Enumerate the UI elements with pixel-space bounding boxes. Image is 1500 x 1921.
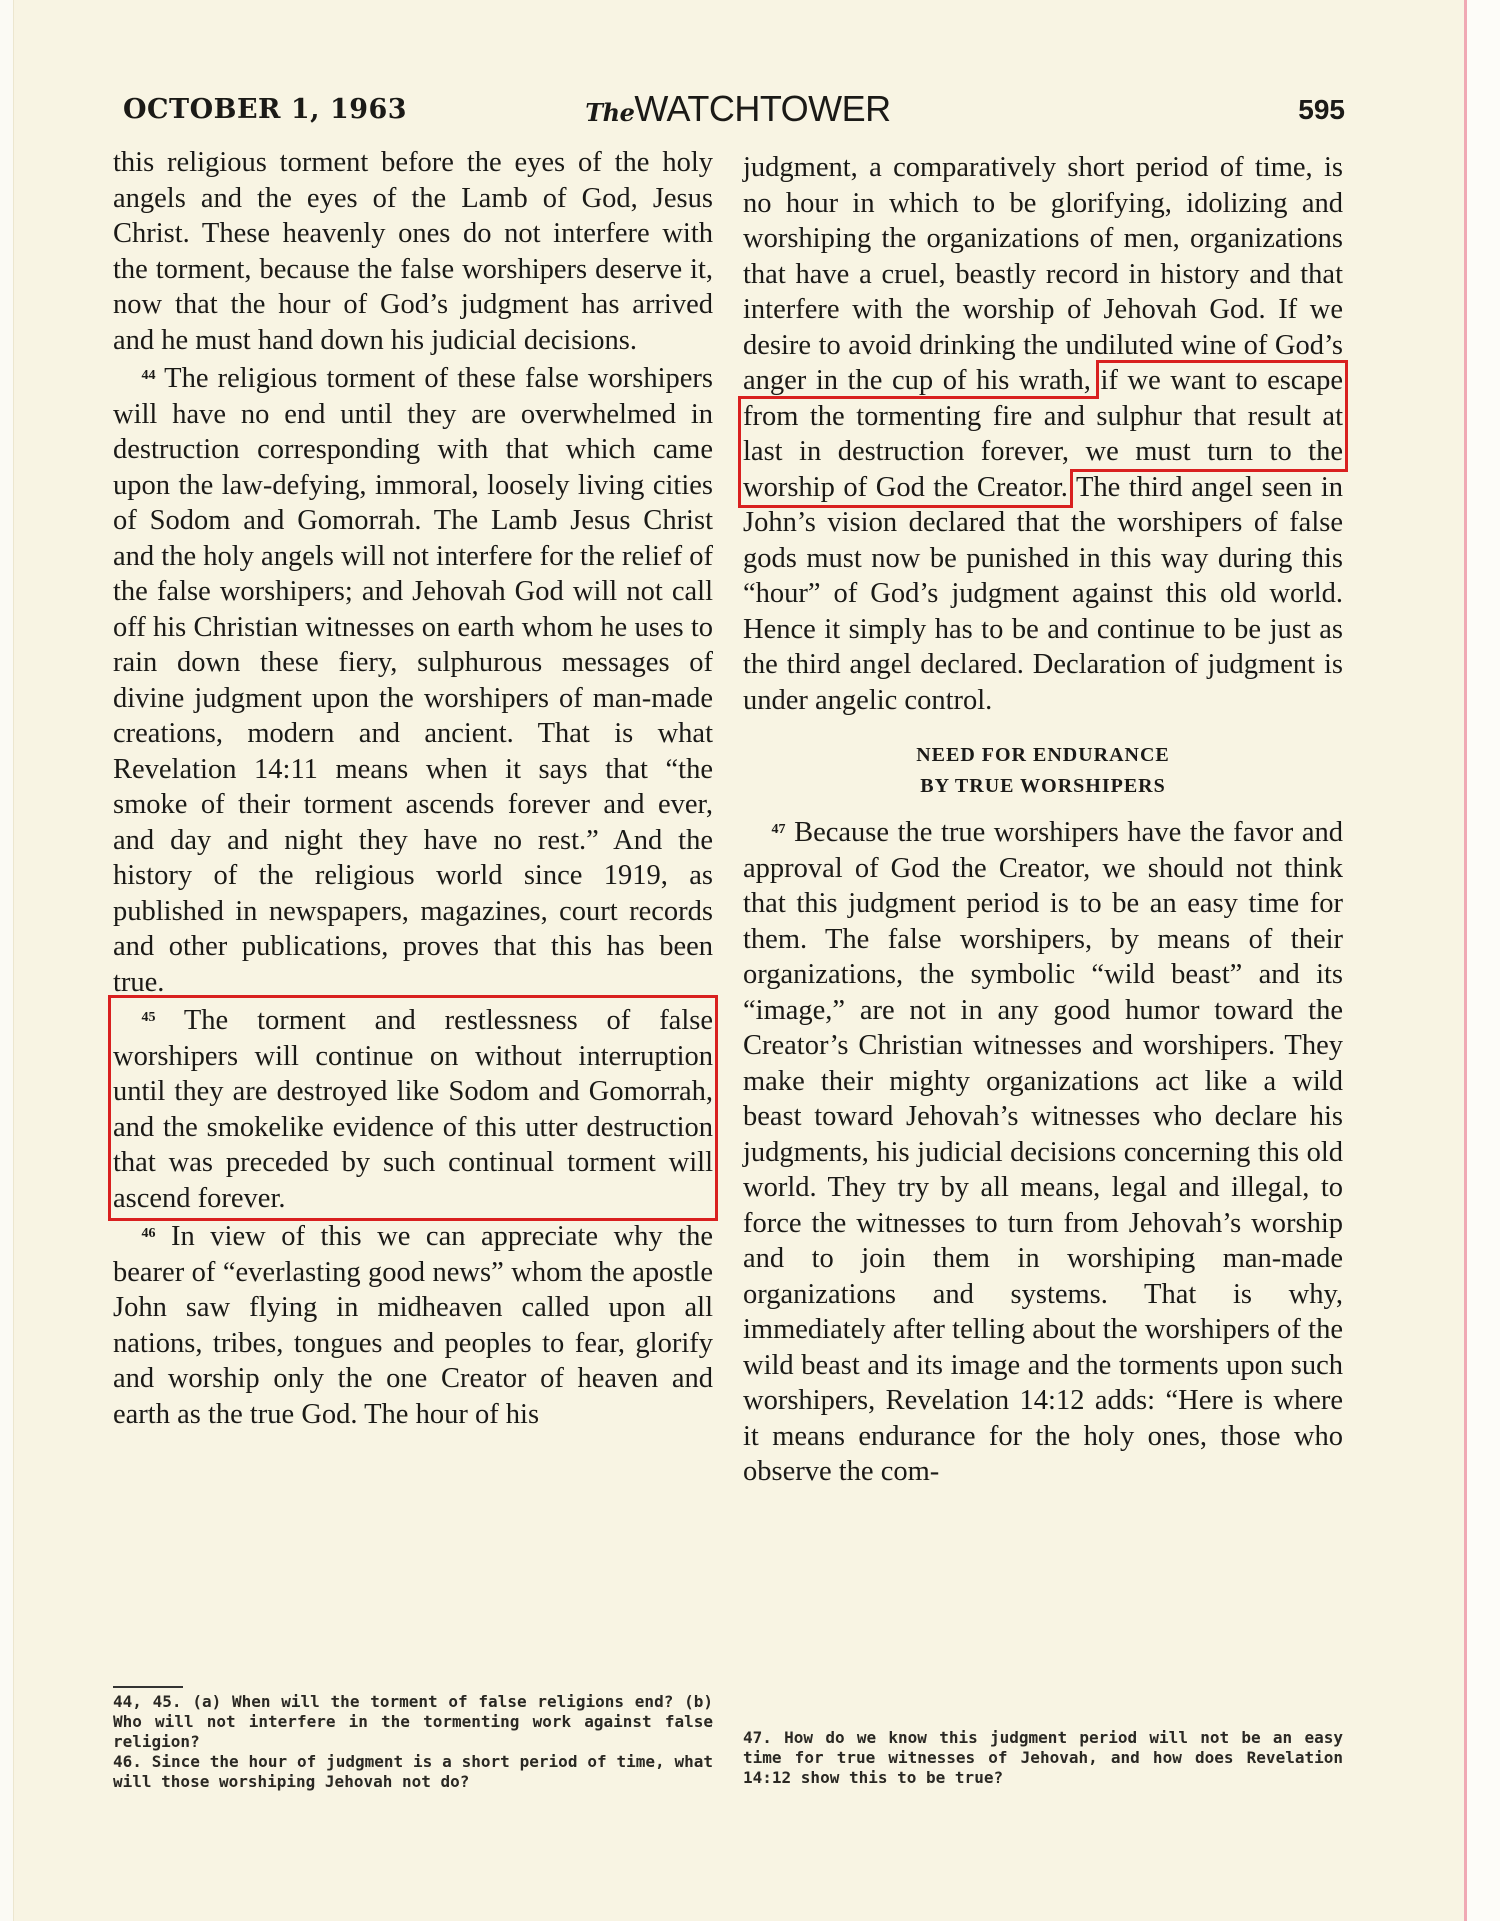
masthead-title — [573, 88, 903, 130]
paragraph-45-highlighted — [113, 1000, 713, 1216]
paragraph-continued: this religious torment before the eyes of the holy angels and the eyes of the Lamb of God, Jesus Christ. These heavenly ones do not interfere with the torment, because the false worshipers deserve it, now that the hour of God’s judgment has arrived and he must hand down his judicial decisions. — [113, 147, 713, 356]
section-subheading — [743, 740, 1343, 802]
masthead-name: WATCHTOWER — [634, 88, 891, 129]
paragraph-text-start: judgment, a comparatively short period of time, is no hour in which to be glorifying, idolizing and worshiping the organizations of men, organizations that have a cruel, beastly record in history and that interfere with the worship of Jehovah God. If we desire to avoid drinking the undiluted wine of God’s anger in the cup of his wrath, — [743, 152, 1343, 396]
footnotes-right — [743, 1728, 1343, 1788]
footnote-47: 47. How do we know this judgment period will not be an easy time for true witnesses of Jehovah, and how does Revelation 14:12 show this to be true? — [743, 1728, 1343, 1787]
paragraph-number: 44 — [141, 368, 156, 383]
footnotes-left — [113, 1692, 713, 1792]
left-column — [113, 145, 713, 1675]
paragraph-number: 45 — [141, 1010, 156, 1025]
subheading-line-2: BY TRUE WORSHIPERS — [920, 775, 1166, 797]
paragraph-text: Because the true worshipers have the favor and approval of God the Creator, we should not think that this judgment period is to be an easy time for them. The false worshipers, by means of their organizations, the symbolic “wild beast” and its “image,” are not in any good humor toward the Creator’s Christian witnesses and worshipers. They make their mighty organizations act like a wild beast toward Jehovah’s witnesses who declare his judgments, his judicial decisions concerning this old world. They try by all means, legal and illegal, to force the witnesses to turn from Jehovah’s worship and to join them in worshiping man-made organizations and systems. That is why, immediately after telling about the worshipers of the wild beast and its image and the torments upon such worshipers, Revelation 14:12 adds: “Here is where it means endurance for the holy ones, those who observe the com- — [743, 817, 1343, 1487]
paragraph-continued — [743, 150, 1343, 718]
footnote-44-45: 44, 45. (a) When will the torment of false religions end? (b) Who will not interfere in the tormenting work against false religion? — [113, 1692, 713, 1751]
right-column — [743, 150, 1343, 1675]
page-header — [123, 88, 1345, 134]
paragraph-47 — [743, 812, 1343, 1490]
paragraph-number: 46 — [141, 1226, 156, 1241]
highlighted-passage: if we want to escape from the tormenting fire and sulphur that result at last in destruction forever, we must turn to the worship of God the Creator. — [743, 365, 1344, 503]
issue-date: OCTOBER 1, 1963 — [123, 94, 408, 125]
paragraph-46 — [113, 1216, 713, 1432]
page-margin — [1467, 0, 1500, 1921]
footnote-rule — [113, 1686, 183, 1688]
paragraph-text: The torment and restlessness of false worshipers will continue on without interruption until they are destroyed like Sodom and Gomorrah, and the smokelike evidence of this utter destruction that was preceded by such continual torment will ascend forever. — [113, 1005, 713, 1214]
masthead-prefix: The — [585, 98, 635, 127]
paragraph-text: The religious torment of these false worshipers will have no end until they are overwhelmed in destruction corresponding with that which came upon the law-defying, immoral, loosely living cities of Sodom and Gomorrah. The Lamb Jesus Christ and the holy angels will not interfere for the relief of the false worshipers; and Jehovah God will not call off his Christian witnesses on earth whom he uses to rain down these fiery, sulphurous messages of divine judgment upon the worshipers of man-made creations, modern and ancient. That is what Revelation 14:11 means when it says that “the smoke of their torment ascends forever and ever, and day and night they have no rest.” And the history of the religious world since 1919, as published in newspapers, magazines, court records and other publications, proves that this has been true. — [113, 363, 713, 998]
subheading-line-1: NEED FOR ENDURANCE — [916, 744, 1170, 766]
footnote-46: 46. Since the hour of judgment is a short period of time, what will those worshiping Jehovah not do? — [113, 1752, 713, 1791]
paragraph-number: 47 — [771, 822, 786, 837]
paragraph-44 — [113, 358, 713, 1000]
paragraph-text: In view of this we can appreciate why the bearer of “everlasting good news” whom the apostle John saw flying in midheaven called upon all nations, tribes, tongues and peoples to fear, glorify and worship only the one Creator of heaven and earth as the true God. The hour of his — [113, 1221, 713, 1430]
paragraph-text-end: The third angel seen in John’s vision declared that the worshipers of false gods must now be punished in this way during this “hour” of God’s judgment against this old world. Hence it simply has to be and continue to be just as the third angel declared. Declaration of judgment is under angelic control. — [743, 471, 1343, 716]
page-number: 595 — [1298, 94, 1345, 125]
